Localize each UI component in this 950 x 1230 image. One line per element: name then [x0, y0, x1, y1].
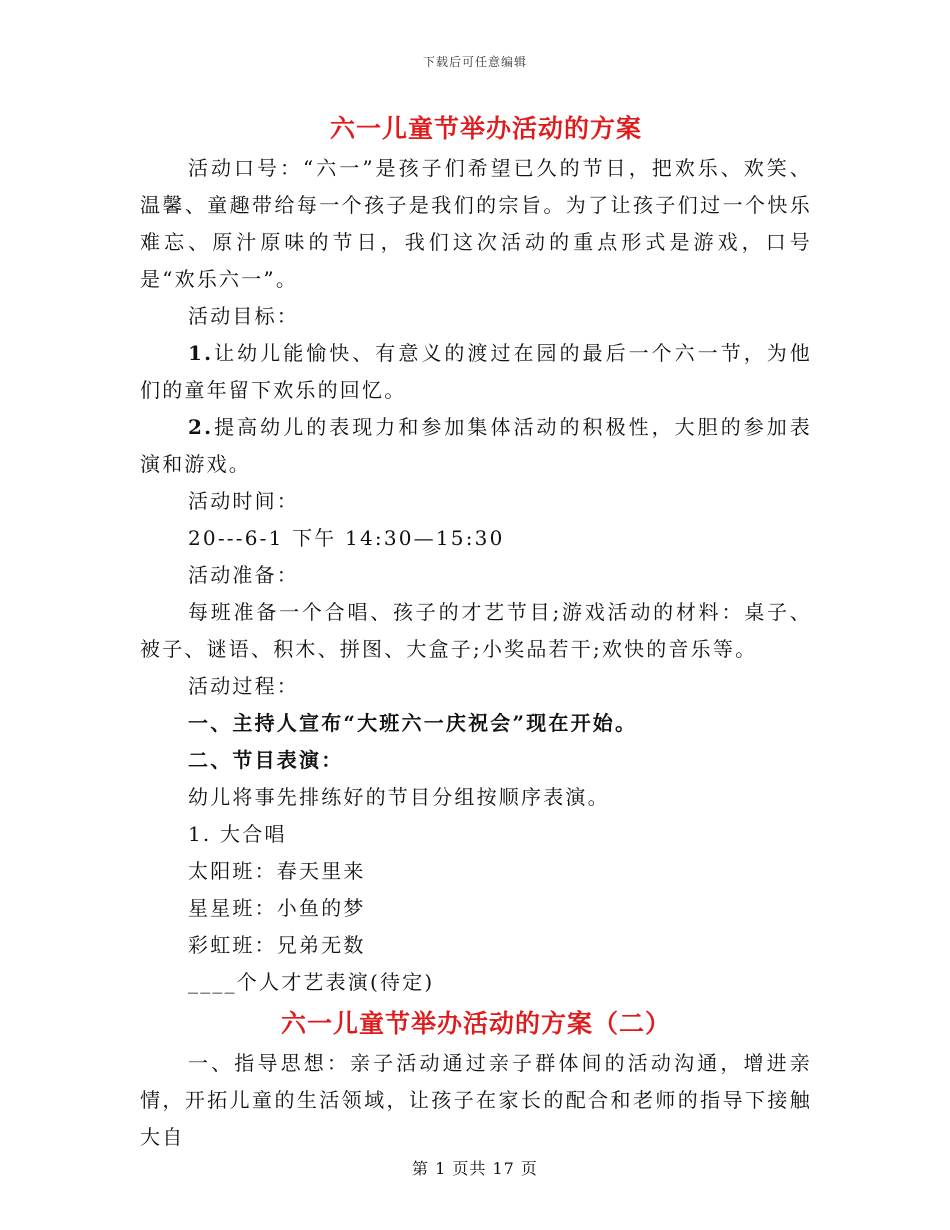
process-step-2: 二、节目表演：	[188, 748, 344, 772]
page-footer: 第 1 页共 17 页	[412, 1159, 538, 1178]
header-note: 下载后可任意编辑	[422, 55, 527, 69]
process-heading: 活动过程：	[188, 674, 299, 698]
guide-paragraph: 一、指导思想：亲子活动通过亲子群体间的活动沟通，增进亲情，开拓儿童的生活领域，让孩子在家长的配合和老师的指导下接触大自	[140, 1051, 812, 1149]
perform-paragraph: 幼儿将事先排练好的节目分组按顺序表演。	[188, 785, 610, 809]
goal-item-1-text: 让幼儿能愉快、有意义的渡过在园的最后一个六一节，为他们的童年留下欢乐的回忆。	[140, 341, 812, 402]
second-section-title: 六一儿童节举办活动的方案（二）	[280, 1009, 671, 1038]
goal-item-1-number: 1.	[188, 341, 214, 365]
time-value: 20---6-1 下午 14:30—15:30	[188, 526, 505, 550]
class-star-item: 星星班：小鱼的梦	[188, 896, 366, 920]
process-step-1: 一、主持人宣布“大班六一庆祝会”现在开始。	[188, 711, 638, 735]
class-sun-item: 太阳班：春天里来	[188, 859, 366, 883]
document-title: 六一儿童节举办活动的方案	[329, 114, 642, 143]
solo-performance-item: ____个人才艺表演(待定)	[188, 970, 435, 994]
class-rainbow-item: 彩虹班：兄弟无数	[188, 933, 366, 957]
time-heading: 活动时间：	[188, 489, 299, 513]
goal-item-1	[140, 335, 812, 409]
prep-heading: 活动准备：	[188, 563, 299, 587]
slogan-paragraph: 活动口号：“六一”是孩子们希望已久的节日，把欢乐、欢笑、温馨、童趣带给每一个孩子是我们的宗旨。为了让孩子们过一个快乐难忘、原汁原味的节日，我们这次活动的重点形式是游戏，口号是“欢乐六一”。	[140, 156, 812, 291]
goal-item-2-number: 2.	[188, 415, 214, 439]
chorus-heading: 1. 大合唱	[188, 822, 287, 846]
goal-heading: 活动目标：	[188, 304, 299, 328]
document-body	[140, 112, 812, 1156]
prep-paragraph: 每班准备一个合唱、孩子的才艺节目;游戏活动的材料：桌子、被子、谜语、积木、拼图、大盒子;小奖品若干;欢快的音乐等。	[140, 600, 812, 661]
goal-item-2-text: 提高幼儿的表现力和参加集体活动的积极性，大胆的参加表演和游戏。	[140, 415, 812, 476]
goal-item-2	[140, 409, 812, 483]
